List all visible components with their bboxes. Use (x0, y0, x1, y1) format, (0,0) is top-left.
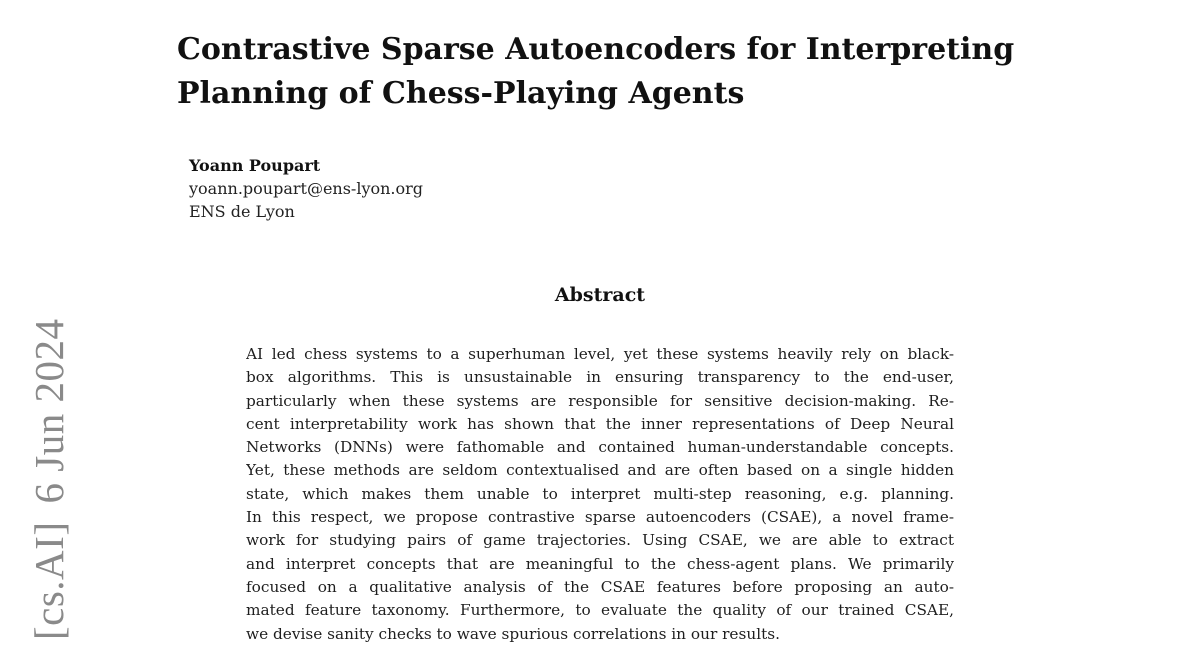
title-line-1: Contrastive Sparse Autoencoders for Interpreting (177, 32, 1015, 67)
abstract-line: mated feature taxonomy. Furthermore, to evaluate the quality of our trained CSAE, (246, 601, 954, 620)
abstract-line: we devise sanity checks to wave spurious correlations in our results. (246, 624, 780, 643)
author-affiliation: ENS de Lyon (189, 202, 295, 221)
abstract-body (246, 343, 954, 646)
arxiv-date: 6 Jun 2024 (26, 318, 72, 504)
abstract-line: focused on a qualitative analysis of the CSAE features before proposing an auto- (246, 577, 954, 596)
abstract-line: Yet, these methods are seldom contextualised and are often based on a single hidden (246, 461, 954, 480)
title-line-2: Planning of Chess-Playing Agents (177, 76, 745, 111)
abstract-line: and interpret concepts that are meaningful to the chess-agent plans. We primarily (246, 554, 954, 573)
abstract-line: state, which makes them unable to interpret multi-step reasoning, e.g. planning. (246, 484, 954, 503)
abstract-line: box algorithms. This is unsustainable in ensuring transparency to the end-user, (246, 368, 954, 387)
abstract-line: particularly when these systems are responsible for sensitive decision-making. Re- (246, 391, 954, 410)
abstract-line: Networks (DNNs) were fathomable and contained human-understandable concepts. (246, 438, 954, 457)
paper-title (177, 28, 1057, 116)
arxiv-stamp (28, 319, 70, 640)
author-block (189, 154, 423, 223)
abstract-line: In this respect, we propose contrastive sparse autoencoders (CSAE), a novel frame- (246, 508, 954, 527)
author-name: Yoann Poupart (189, 156, 321, 175)
arxiv-category: [cs.AI] (26, 521, 72, 640)
abstract-heading: Abstract (554, 284, 646, 306)
abstract-line: cent interpretability work has shown that the inner representations of Deep Neural (246, 414, 954, 433)
author-email: yoann.poupart@ens-lyon.org (189, 179, 424, 198)
abstract-line: AI led chess systems to a superhuman level, yet these systems heavily rely on black- (246, 345, 954, 363)
abstract-line: work for studying pairs of game trajectories. Using CSAE, we are able to extract (246, 531, 954, 550)
